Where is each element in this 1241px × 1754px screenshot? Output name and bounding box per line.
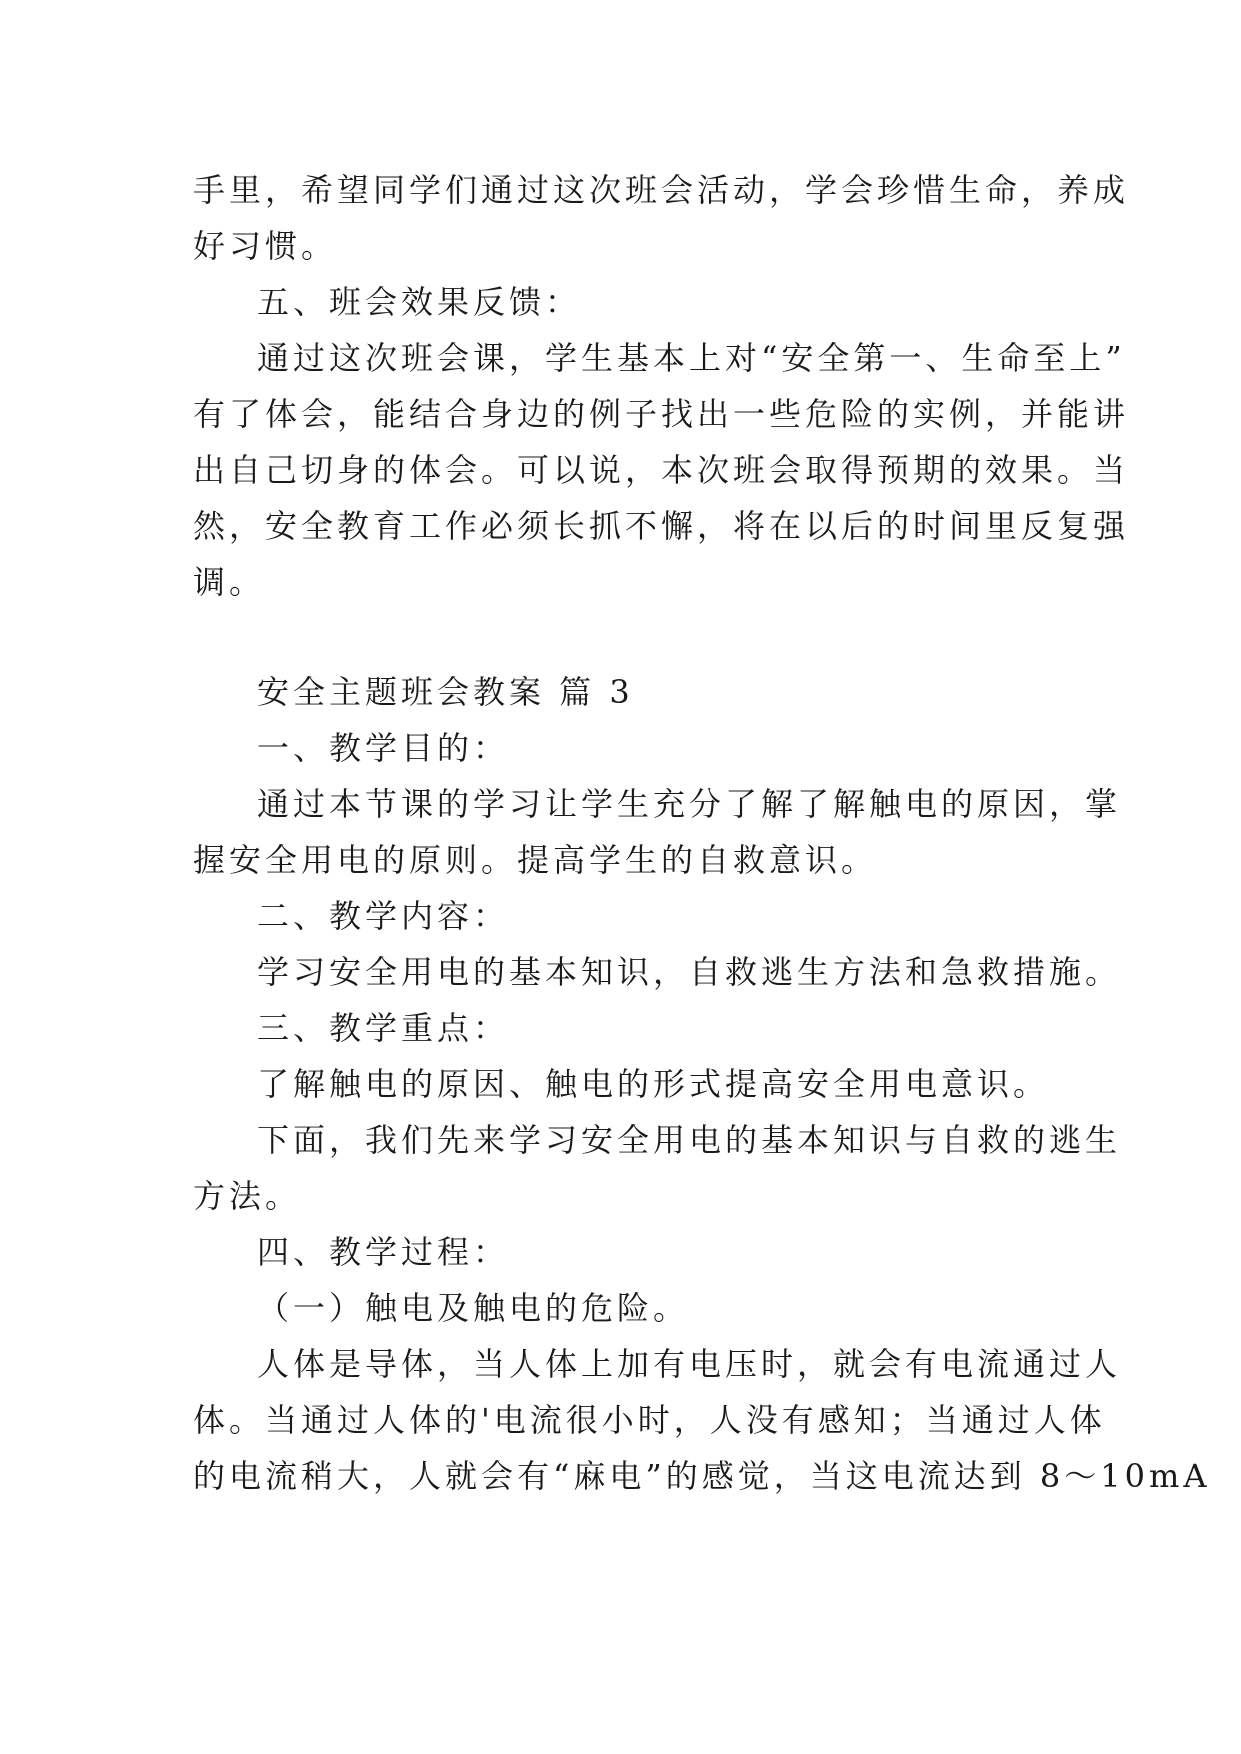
section-heading-2: 二、教学内容： — [257, 897, 510, 935]
paragraph-line-16: 的电流稍大，人就会有“麻电”的感觉，当这电流达到 8～10mA — [193, 1457, 1211, 1495]
paragraph-line-3: 通过这次班会课，学生基本上对“安全第一、生命至上” — [257, 339, 1126, 377]
paragraph-line-15: 体。当通过人体的'电流很小时，人没有感知；当通过人体 — [193, 1401, 1106, 1439]
paragraph-line-2: 好习惯。 — [193, 227, 338, 265]
paragraph-line-6: 然，安全教育工作必须长抓不懈，将在以后的时间里反复强 — [193, 507, 1130, 545]
subsection-heading-1: （一）触电及触电的危险。 — [257, 1289, 690, 1327]
paragraph-line-14: 人体是导体，当人体上加有电压时，就会有电流通过人 — [257, 1345, 1122, 1383]
section-heading-5: 五、班会效果反馈： — [257, 283, 582, 321]
paragraph-line-1: 手里，希望同学们通过这次班会活动，学会珍惜生命，养成 — [193, 171, 1130, 209]
paragraph-line-7: 调。 — [193, 563, 266, 601]
section-heading-4: 四、教学过程： — [257, 1233, 510, 1271]
paragraph-line-9: 握安全用电的原则。提高学生的自救意识。 — [193, 841, 878, 879]
document-subtitle: 安全主题班会教案 篇 3 — [257, 673, 634, 711]
section-heading-3: 三、教学重点： — [257, 1009, 510, 1047]
paragraph-line-8: 通过本节课的学习让学生充分了解了解触电的原因，掌 — [257, 785, 1122, 823]
paragraph-line-5: 出自己切身的体会。可以说，本次班会取得预期的效果。当 — [193, 451, 1130, 489]
paragraph-line-4: 有了体会，能结合身边的例子找出一些危险的实例，并能讲 — [193, 395, 1130, 433]
section-heading-1: 一、教学目的： — [257, 729, 510, 767]
paragraph-line-13: 方法。 — [193, 1177, 302, 1215]
paragraph-line-11: 了解触电的原因、触电的形式提高安全用电意识。 — [257, 1065, 1050, 1103]
paragraph-line-12: 下面，我们先来学习安全用电的基本知识与自救的逃生 — [257, 1121, 1122, 1159]
paragraph-line-10: 学习安全用电的基本知识，自救逃生方法和急救措施。 — [257, 953, 1122, 991]
